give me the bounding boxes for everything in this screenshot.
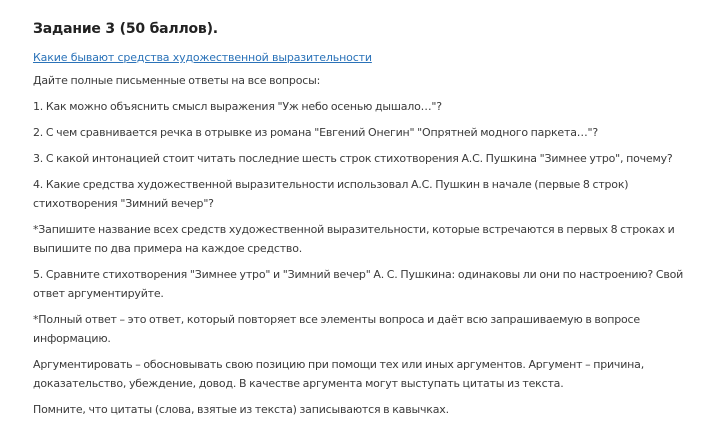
task-title: Задание 3 (50 баллов).: [33, 21, 218, 37]
question-1: 1. Как можно объяснить смысл выражения "Уж небо осенью дышало…"?: [33, 100, 442, 113]
question-5: 5. Сравните стихотворения "Зимнее утро" и "Зимний вечер" А. С. Пушкина: одинаковы ли они по настроению? Свой ответ аргументируйте.: [33, 268, 684, 300]
argumentation-definition: Аргументировать – обосновывать свою позицию при помощи тех или иных аргументов. Аргумент – причина, доказательство, убеждение, довод. В качестве аргумента могут выступать цитаты из текста.: [33, 358, 645, 390]
instructions-intro: Дайте полные письменные ответы на все вопросы:: [33, 74, 321, 87]
question-3: 3. С какой интонацией стоит читать последние шесть строк стихотворения А.С. Пушкина "Зимнее утро", почему?: [33, 152, 673, 165]
note-expressive-means: *Запишите название всех средств художественной выразительности, которые встречаются в первых 8 строках и выпишите по два примера на каждое средство.: [33, 223, 675, 255]
question-2: 2. С чем сравнивается речка в отрывке из романа "Евгений Онегин" "Опрятней модного паркета…"?: [33, 126, 599, 139]
question-4: 4. Какие средства художественной выразительности использовал А.С. Пушкин в начале (первые 8 строк) стихотворения "Зимний вечер"?: [33, 178, 629, 210]
note-full-answer: *Полный ответ – это ответ, который повторяет все элементы вопроса и даёт всю запрашиваемую в вопросе информацию.: [33, 313, 640, 345]
expressive-means-link[interactable]: Какие бывают средства художественной выразительности: [33, 51, 372, 64]
quotes-reminder: Помните, что цитаты (слова, взятые из текста) записываются в кавычках.: [33, 403, 449, 416]
